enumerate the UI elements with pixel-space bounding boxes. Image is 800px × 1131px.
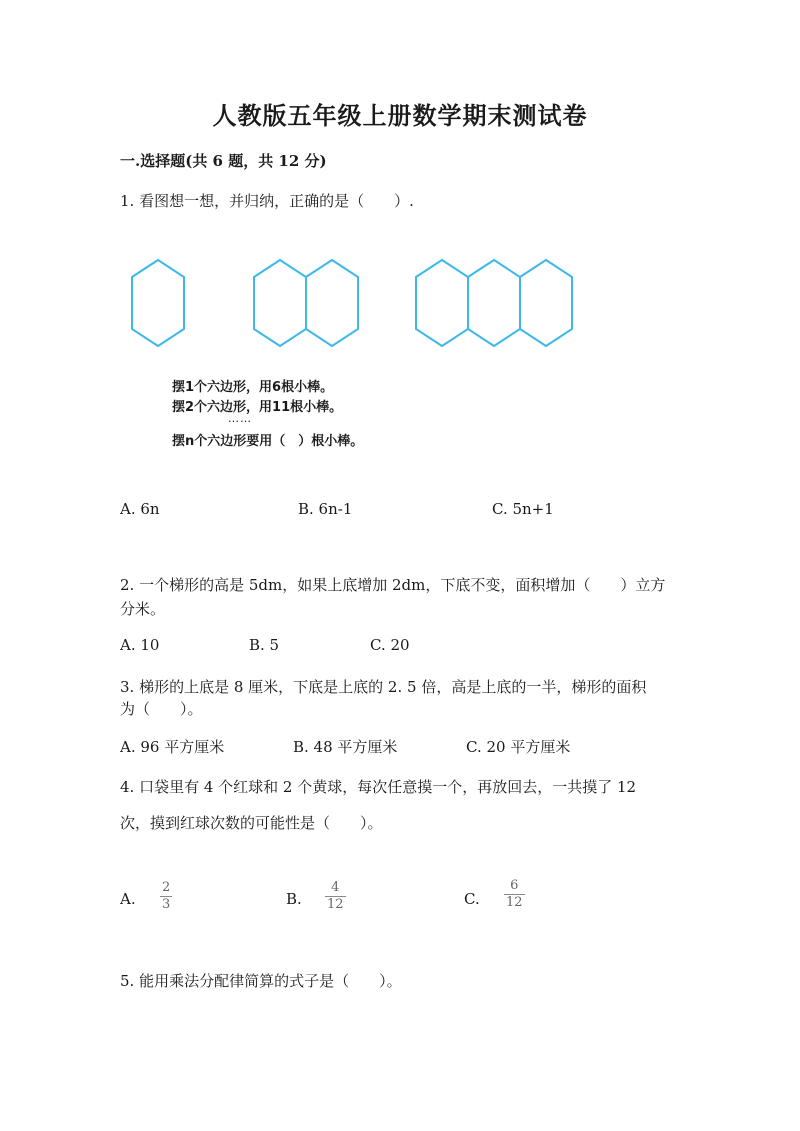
hexagon-2-2 <box>306 260 358 346</box>
question-3-line-2: 为（ ）。 <box>120 700 203 718</box>
question-4-line-1: 4. 口袋里有 4 个红球和 2 个黄球，每次任意摸一个，再放回去，一共摸了 12 <box>120 778 637 796</box>
q4-option-b-label: B. <box>286 890 302 908</box>
caption-line-2: 摆2个六边形，用11根小棒。 <box>172 400 343 415</box>
question-2-line-2: 分米。 <box>120 600 166 618</box>
q1-option-c: C. 5n+1 <box>492 500 554 518</box>
q4-option-a-label: A. <box>120 890 136 908</box>
q4-option-c-label: C. <box>464 890 480 908</box>
q1-option-b: B. 6n-1 <box>298 500 353 518</box>
q4-option-c-denominator: 12 <box>506 895 523 910</box>
q4-option-b-fraction <box>325 880 346 913</box>
q4-option-c-numerator: 6 <box>504 878 525 895</box>
page-title: 人教版五年级上册数学期末测试卷 <box>212 101 588 130</box>
q3-option-b: B. 48 平方厘米 <box>293 738 398 756</box>
q4-option-a-fraction <box>160 880 172 913</box>
hexagon-figure <box>120 250 600 360</box>
q2-option-c: C. 20 <box>370 636 410 654</box>
hexagon-3-2 <box>468 260 520 346</box>
q4-option-b-numerator: 4 <box>325 880 346 897</box>
q4-option-c-fraction <box>504 878 525 911</box>
question-4-line-2: 次，摸到红球次数的可能性是（ ）。 <box>120 814 383 832</box>
q1-option-a: A. 6n <box>120 500 160 518</box>
question-1-stem: 1. 看图想一想，并归纳，正确的是（ ）. <box>120 192 414 210</box>
q4-option-b-denominator: 12 <box>327 897 344 912</box>
section-heading: 一.选择题(共 6 题，共 12 分) <box>120 152 327 170</box>
q2-option-a: A. 10 <box>120 636 160 654</box>
hexagon-3-1 <box>416 260 468 346</box>
caption-line-n: 摆n个六边形要用（ ）根小棒。 <box>172 434 364 449</box>
q2-option-b: B. 5 <box>249 636 280 654</box>
caption-ellipsis: …… <box>228 412 252 425</box>
q3-option-a: A. 96 平方厘米 <box>120 738 225 756</box>
q4-option-a-numerator: 2 <box>162 880 171 895</box>
hexagon-3-3 <box>520 260 572 346</box>
q4-option-a-denominator: 3 <box>162 897 171 912</box>
hexagon-2-1 <box>254 260 306 346</box>
question-2-line-1: 2. 一个梯形的高是 5dm，如果上底增加 2dm，下底不变，面积增加（ ）立方 <box>120 576 666 594</box>
question-3-line-1: 3. 梯形的上底是 8 厘米，下底是上底的 2. 5 倍，高是上底的一半，梯形的面积 <box>120 678 647 696</box>
caption-line-1: 摆1个六边形，用6根小棒。 <box>172 380 334 395</box>
q3-option-c: C. 20 平方厘米 <box>466 738 571 756</box>
hexagon-1-1 <box>132 260 184 346</box>
question-5-stem: 5. 能用乘法分配律简算的式子是（ ）。 <box>120 972 402 990</box>
